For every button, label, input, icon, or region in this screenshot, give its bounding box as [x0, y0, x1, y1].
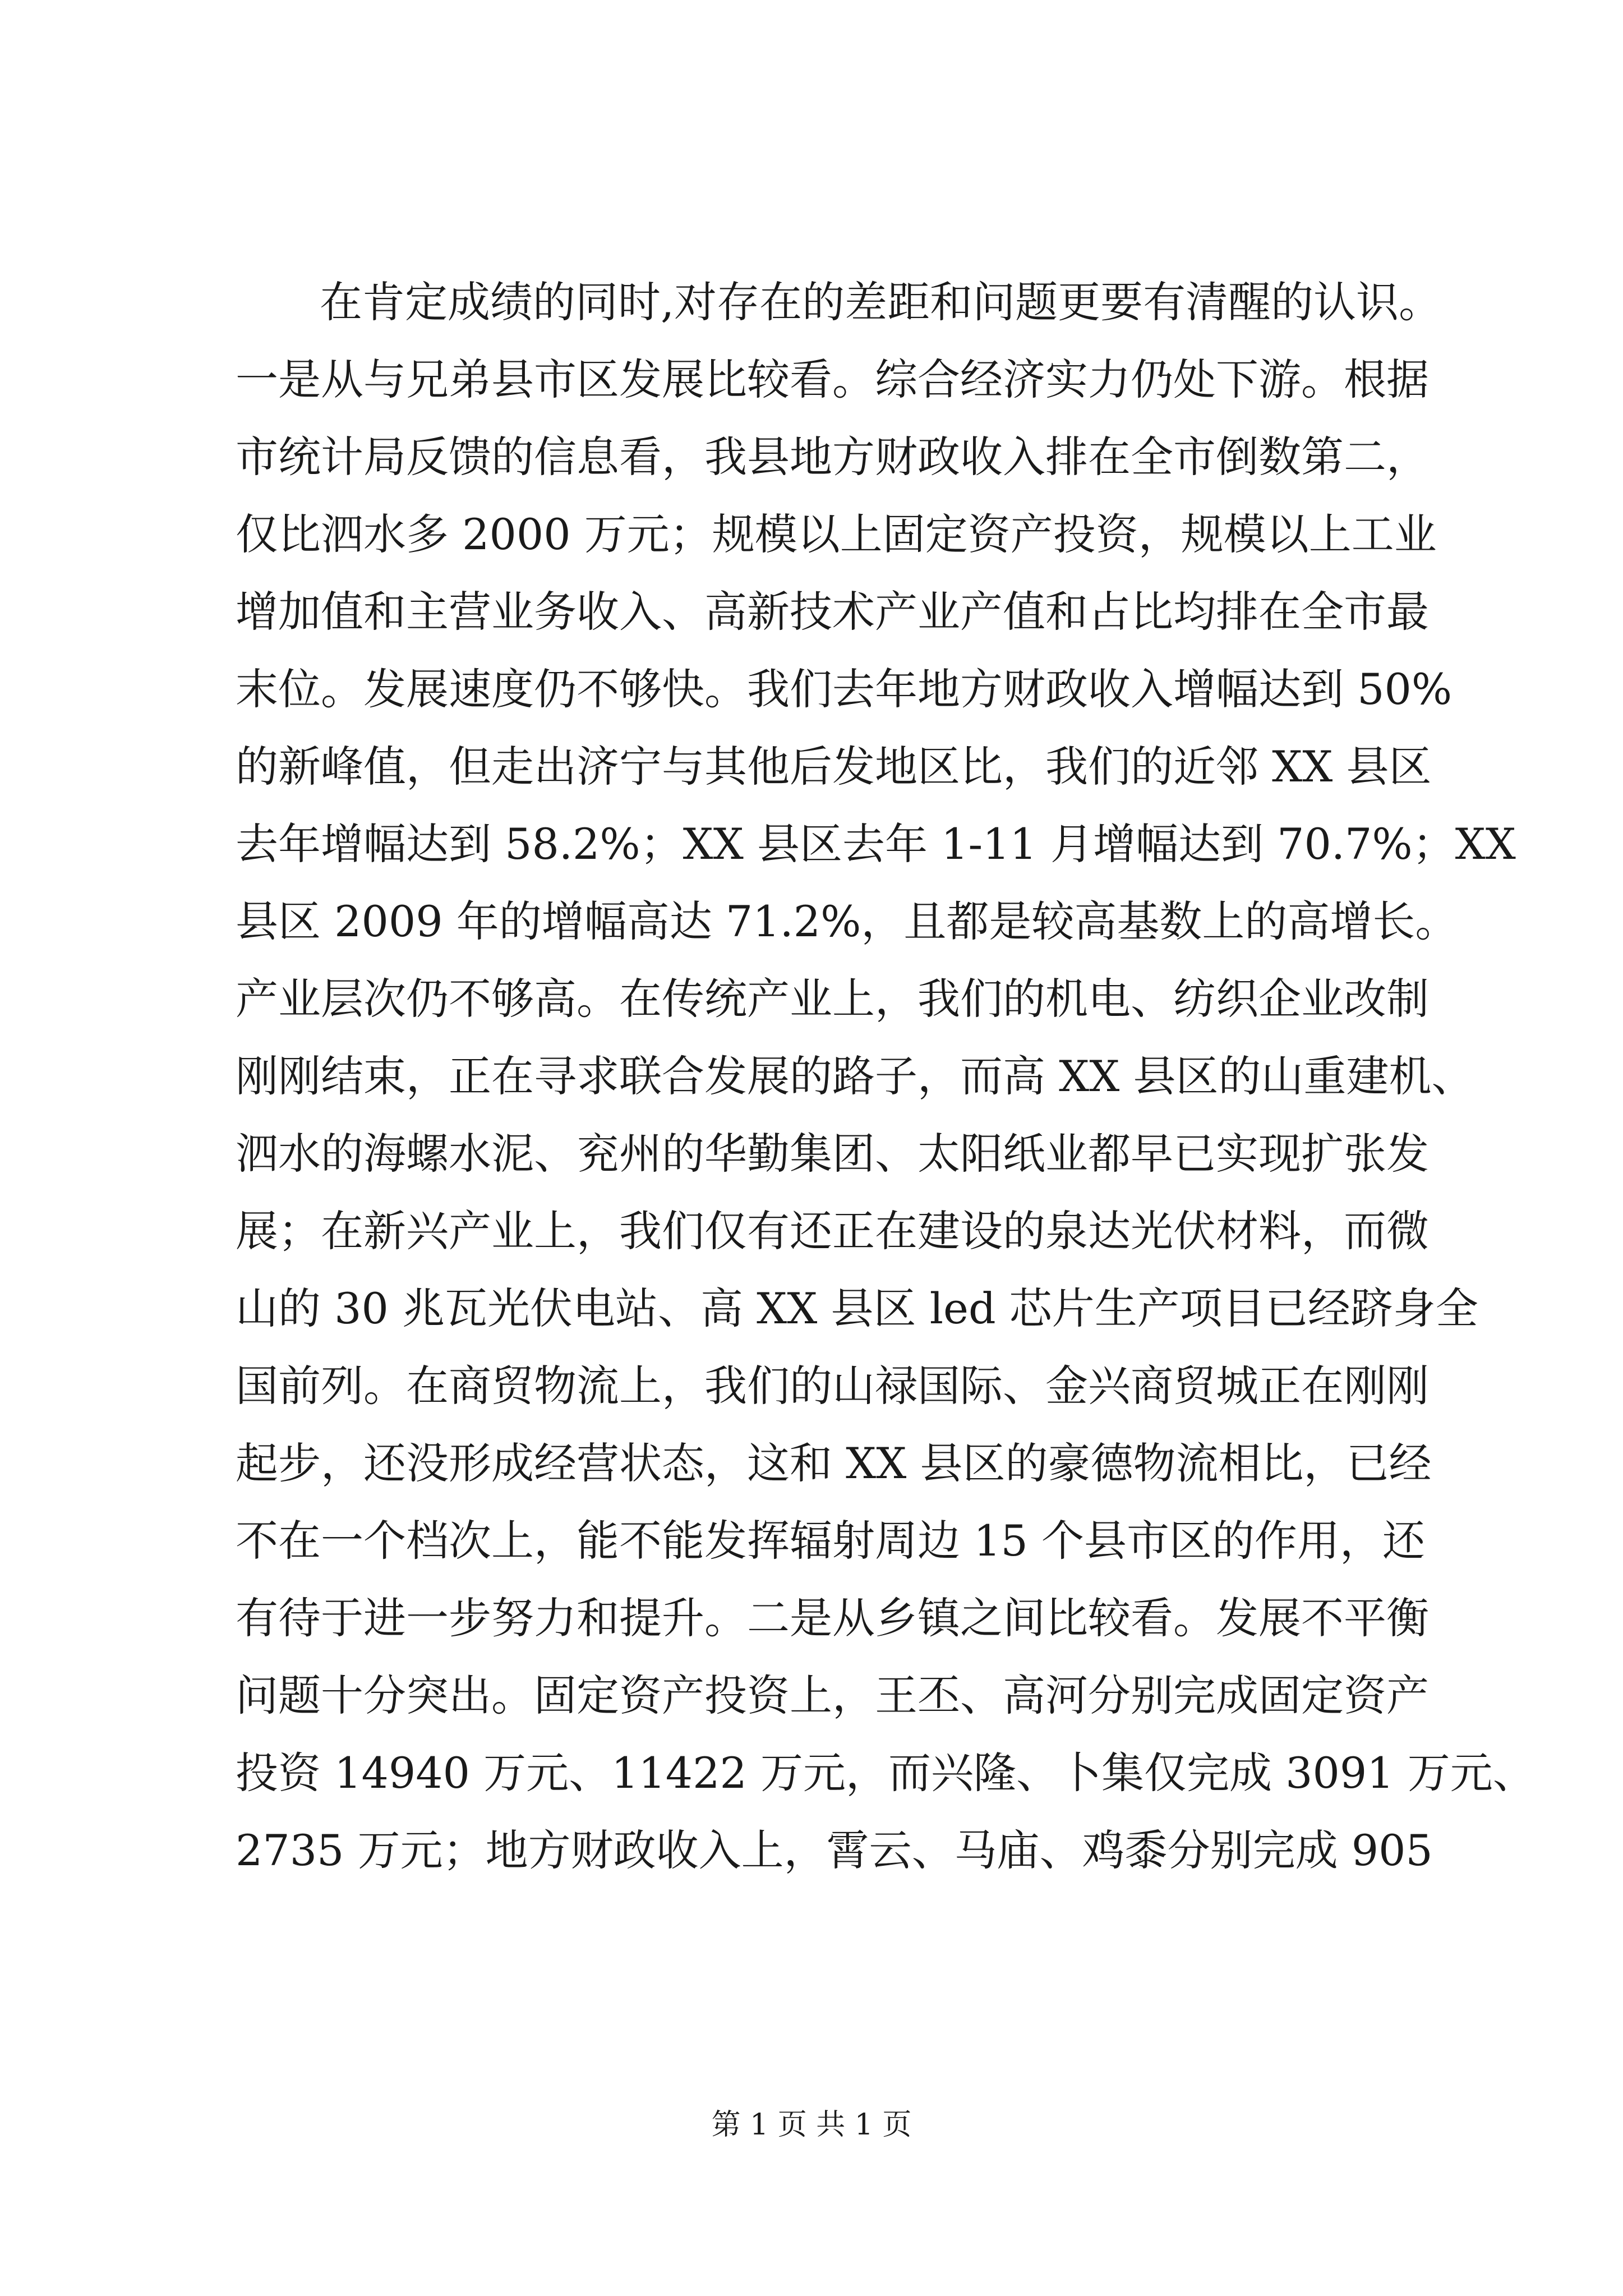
- text-line: 刚刚结束，正在寻求联合发展的路子，而高 XX 县区的山重建机、: [236, 1051, 1474, 1101]
- text-line: 2735 万元；地方财政收入上，霄云、马庙、鸡黍分别完成 905: [236, 1825, 1433, 1875]
- text-line: 县区 2009 年的增幅高达 71.2%，且都是较高基数上的高增长。: [236, 896, 1458, 946]
- text-line: 不在一个档次上，能不能发挥辐射周边 15 个县市区的作用，还: [236, 1516, 1426, 1566]
- page-footer: [0, 2101, 1623, 2143]
- body-paragraph: [236, 264, 1536, 1889]
- text-line: 投资 14940 万元、11422 万元，而兴隆、卜集仅完成 3091 万元、: [236, 1748, 1536, 1798]
- text-line: 的新峰值，但走出济宁与其他后发地区比，我们的近邻 XX 县区: [236, 742, 1432, 792]
- text-line: 产业层次仍不够高。在传统产业上，我们的机电、纺织企业改制: [236, 974, 1429, 1024]
- text-line: 一是从与兄弟县市区发展比较看。综合经济实力仍处下游。根据: [236, 355, 1429, 404]
- text-line: 展；在新兴产业上，我们仅有还正在建设的泉达光伏材料，而微: [236, 1206, 1429, 1256]
- text-line: 国前列。在商贸物流上，我们的山禄国际、金兴商贸城正在刚刚: [236, 1361, 1429, 1411]
- text-line: 末位。发展速度仍不够快。我们去年地方财政收入增幅达到 50%: [236, 664, 1453, 714]
- text-line: 问题十分突出。固定资产投资上，王丕、高河分别完成固定资产: [236, 1671, 1429, 1720]
- page-number: 第 1 页 共 1 页: [711, 2108, 912, 2142]
- text-line: 仅比泗水多 2000 万元；规模以上固定资产投资，规模以上工业: [236, 509, 1437, 559]
- text-line: 山的 30 兆瓦光伏电站、高 XX 县区 led 芯片生产项目已经跻身全: [236, 1283, 1478, 1333]
- text-line: 有待于进一步努力和提升。二是从乡镇之间比较看。发展不平衡: [236, 1593, 1429, 1643]
- text-line: 市统计局反馈的信息看，我县地方财政收入排在全市倒数第二，: [236, 432, 1429, 482]
- text-line: 泗水的海螺水泥、兖州的华勤集团、太阳纸业都早已实现扩张发: [236, 1129, 1429, 1179]
- text-line: 增加值和主营业务收入、高新技术产业产值和占比均排在全市最: [236, 587, 1429, 637]
- text-line: 起步，还没形成经营状态，这和 XX 县区的豪德物流相比，已经: [236, 1438, 1432, 1488]
- text-line: 在肯定成绩的同时,对存在的差距和问题更要有清醒的认识。: [320, 277, 1442, 327]
- text-line: 去年增幅达到 58.2%；XX 县区去年 1-11 月增幅达到 70.7%；XX: [236, 819, 1516, 869]
